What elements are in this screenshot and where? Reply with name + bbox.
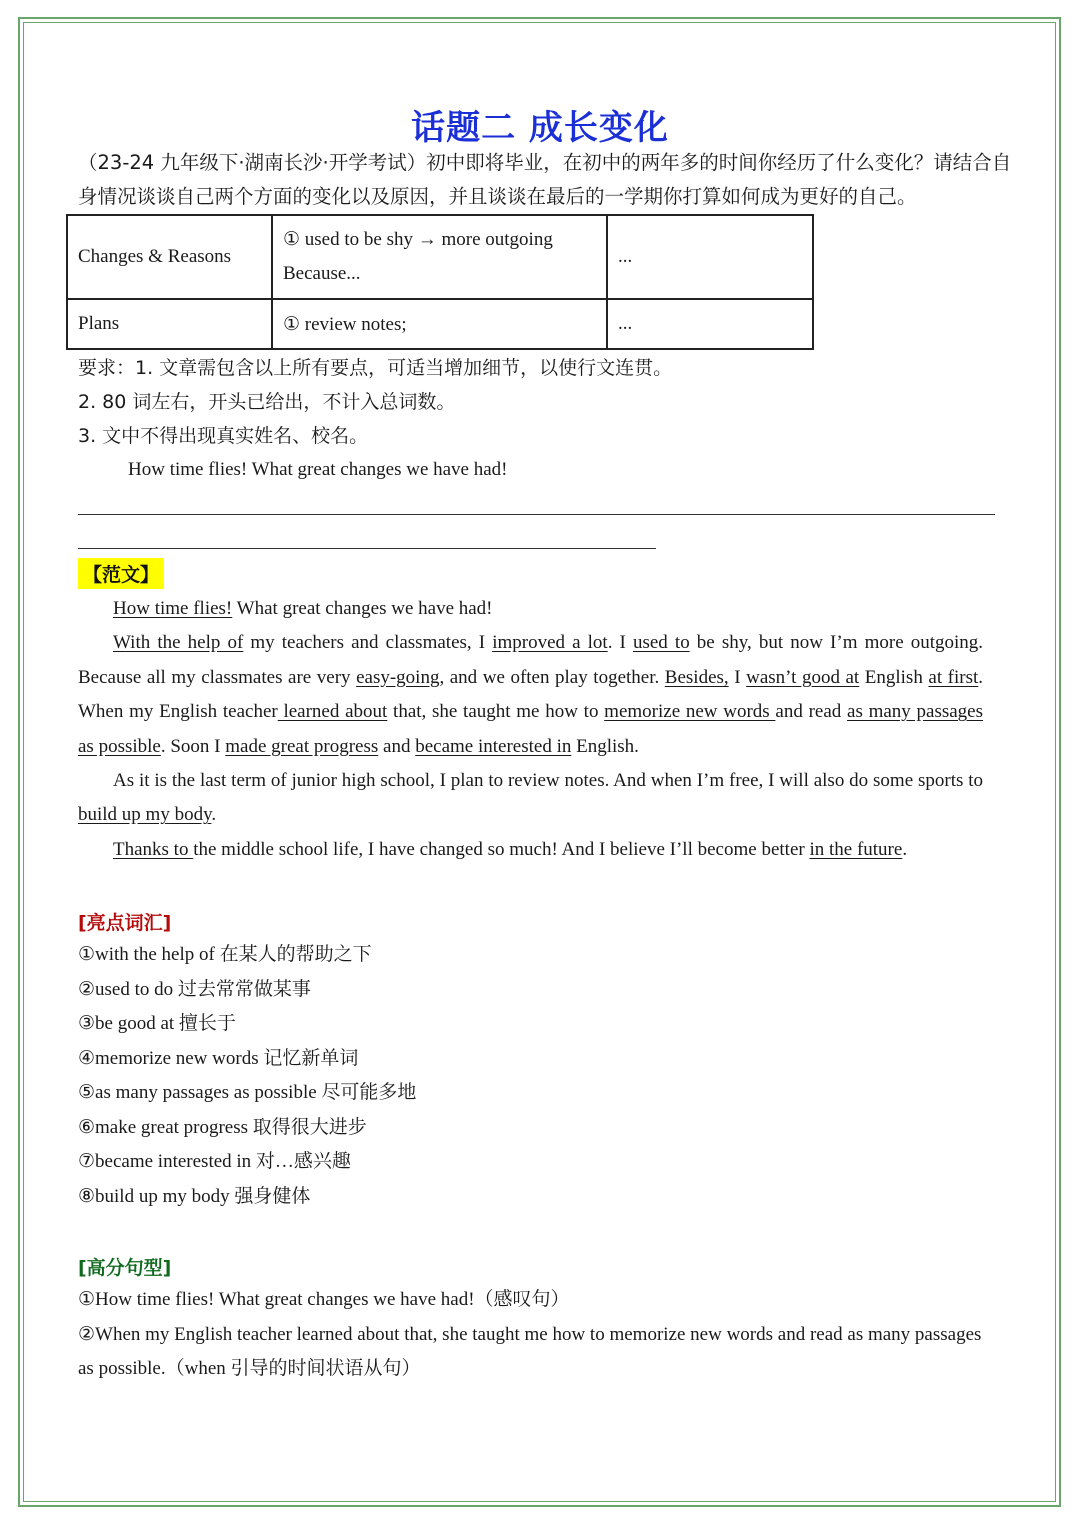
text: I xyxy=(728,666,747,688)
phrase: used to xyxy=(632,632,690,654)
phrase: became interested in xyxy=(415,735,572,757)
text: that, she taught me how to xyxy=(387,701,605,723)
vocab-heading: [亮点词汇] xyxy=(78,912,172,934)
text: . xyxy=(902,838,908,860)
sentence-list xyxy=(78,1283,998,1387)
text: What great changes we have had! xyxy=(232,598,493,619)
sentence-heading: [高分句型] xyxy=(78,1257,172,1279)
requirement-1: 要求：1. 文章需包含以上所有要点，可适当增加细节，以使行文连贯。 xyxy=(78,357,673,379)
page-title: 话题二 成长变化 xyxy=(411,108,669,148)
essay-paragraph-2 xyxy=(78,626,983,764)
phrase: build up my body xyxy=(78,804,212,826)
vocab-item: ⑤as many passages as possible 尽可能多地 xyxy=(78,1082,417,1103)
sentence-item: ①How time flies! What great changes we have had!（感叹句） xyxy=(78,1289,570,1310)
phrase: With the help of xyxy=(113,632,244,654)
task-prompt: （23-24 九年级下·湖南长沙·开学考试）初中即将毕业，在初中的两年多的时间你经历了什么变化？请结合自身情况谈谈自己两个方面的变化以及原因，并且谈谈在最后的一学期你打算如何成为更好的自己。 xyxy=(78,151,1012,208)
phrase: memorize new words xyxy=(604,701,776,723)
phrase: learned about xyxy=(277,701,388,723)
vocab-item: ①with the help of 在某人的帮助之下 xyxy=(78,944,372,965)
requirement-3: 3. 文中不得出现真实姓名、校名。 xyxy=(78,425,369,447)
vocab-item: ⑧build up my body 强身健体 xyxy=(78,1185,311,1207)
text: . xyxy=(211,804,217,826)
phrase: Besides, xyxy=(664,666,729,688)
sentence-item: ②When my English teacher learned about that, she taught me how to memorize new words and read as many passages as possible.（when 引导的时间状语从句） xyxy=(78,1323,982,1379)
essay-opening: How time flies! What great changes we have had! xyxy=(128,459,508,480)
vocab-item: ④memorize new words 记忆新单词 xyxy=(78,1047,359,1069)
answer-line-2 xyxy=(78,548,656,549)
model-essay xyxy=(78,592,983,867)
text: . Soon I xyxy=(160,735,226,757)
text: , and we often play together. xyxy=(439,666,665,688)
cell-changes-line2: Because... xyxy=(283,263,361,284)
vocab-list xyxy=(78,938,416,1214)
phrase: improved a lot xyxy=(492,632,608,654)
answer-line-1 xyxy=(78,514,995,515)
requirement-2: 2. 80 词左右，开头已给出，不计入总词数。 xyxy=(78,391,456,413)
row-label-plans: Plans xyxy=(67,299,272,349)
text: and read xyxy=(775,701,848,723)
cell-changes-line1: ① used to be shy → more outgoing xyxy=(283,229,553,250)
phrase: How time flies! xyxy=(113,598,233,619)
phrase: at first xyxy=(928,666,979,688)
text: English. xyxy=(571,735,639,757)
phrase: wasn’t good at xyxy=(746,666,860,688)
text: my teachers and classmates, I xyxy=(243,632,493,654)
essay-paragraph-4 xyxy=(78,833,983,867)
phrase: in the future xyxy=(809,838,903,860)
cell-plans-content: ① review notes; xyxy=(272,299,607,349)
phrase: as many passages as possible xyxy=(78,701,983,757)
cell-changes-content xyxy=(272,215,607,299)
phrase: Thanks to xyxy=(113,838,194,860)
vocab-item: ②used to do 过去常常做某事 xyxy=(78,978,311,1000)
phrase: made great progress xyxy=(225,735,379,757)
text: English xyxy=(859,666,929,688)
text: the middle school life, I have changed so much! And I believe I’ll become better xyxy=(193,838,810,860)
text: . I xyxy=(607,632,633,654)
essay-paragraph-3 xyxy=(78,764,983,833)
essay-paragraph-1 xyxy=(78,592,983,626)
text: be shy, but now I’m more outgoing. Because all my classmates are very xyxy=(78,632,984,688)
row-label-changes: Changes & Reasons xyxy=(67,215,272,299)
text: . When my English teacher xyxy=(78,666,984,723)
text: and xyxy=(378,735,416,757)
vocab-item: ⑥make great progress 取得很大进步 xyxy=(78,1116,367,1138)
cell-plans-more: ... xyxy=(607,299,813,349)
cell-changes-more: ... xyxy=(607,215,813,299)
phrase: easy-going xyxy=(356,666,440,688)
text: As it is the last term of junior high school, I plan to review notes. And when I’m free, I will also do some sports to xyxy=(113,770,983,792)
outline-table xyxy=(66,214,814,350)
model-essay-tag: 【范文】 xyxy=(78,558,164,589)
vocab-item: ③be good at 擅长于 xyxy=(78,1013,236,1034)
vocab-item: ⑦became interested in 对…感兴趣 xyxy=(78,1151,351,1172)
